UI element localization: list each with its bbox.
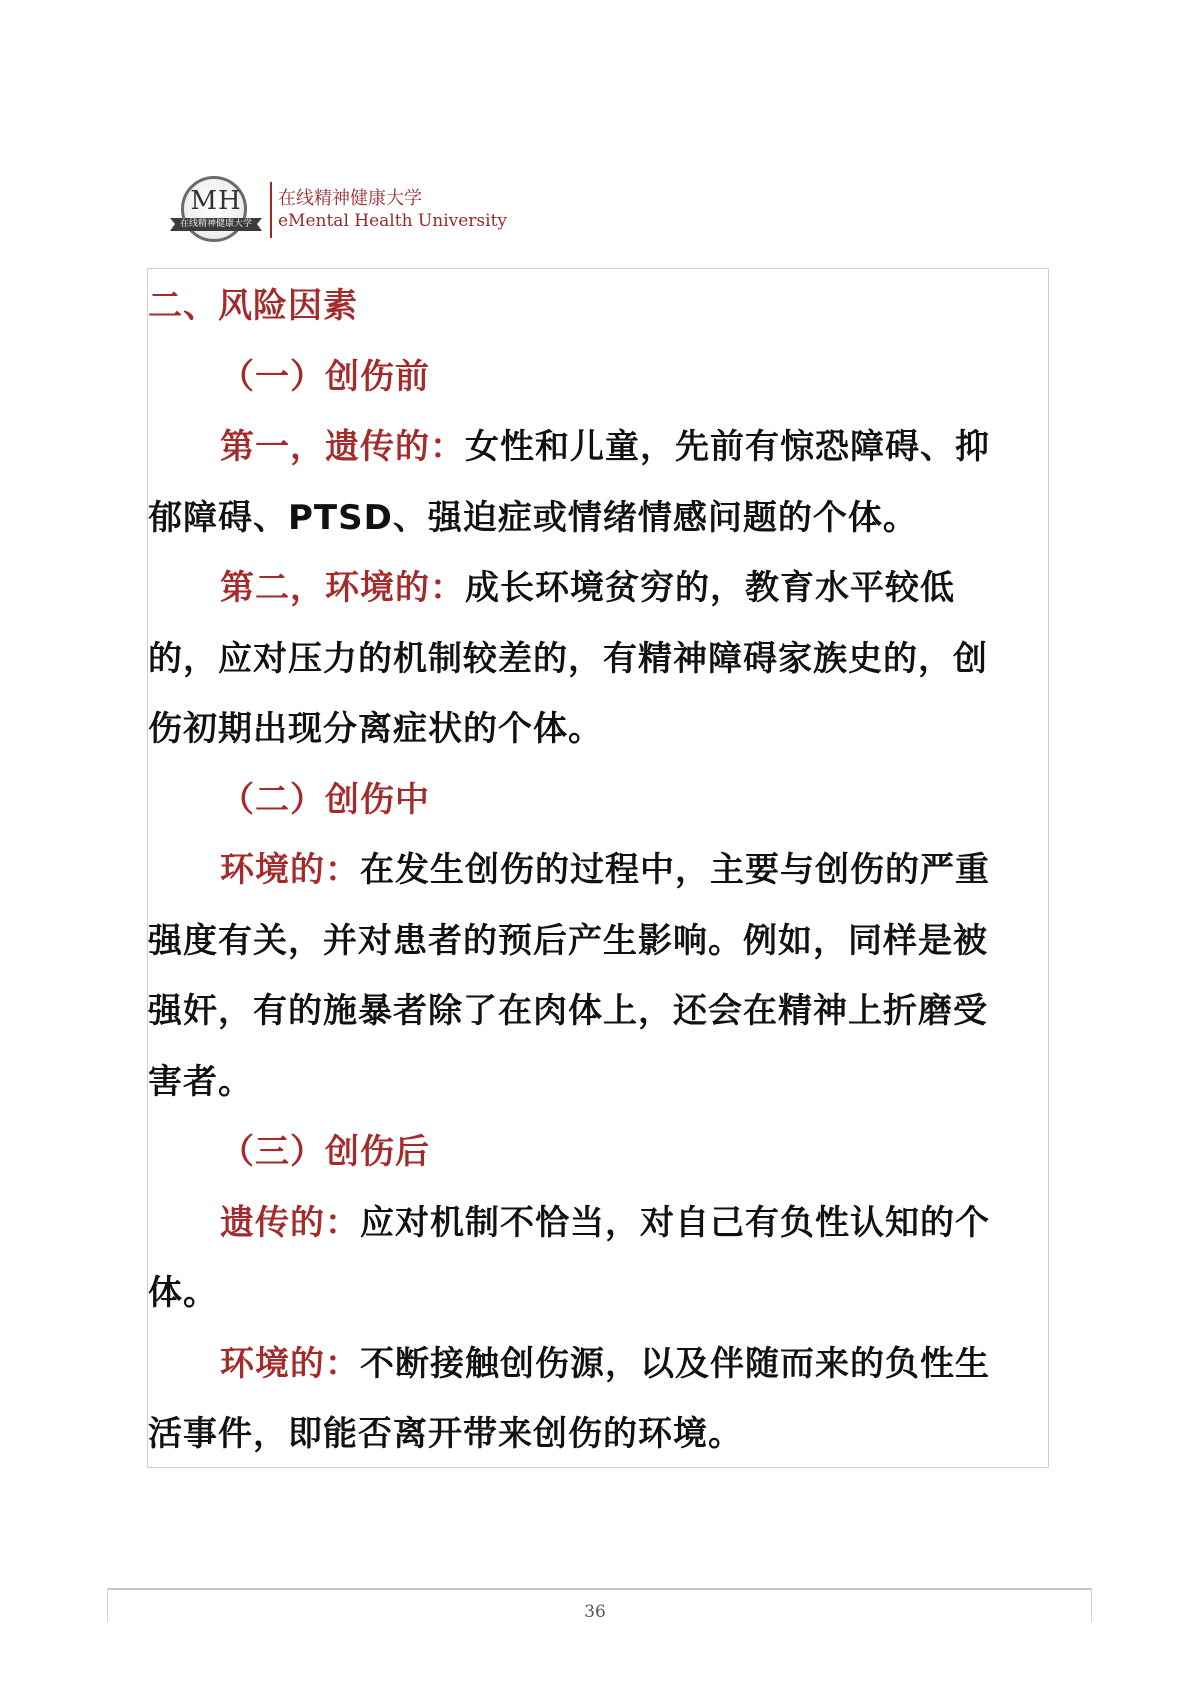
paragraph-text: 在发生创伤的过程中，主要与创伤的严重 bbox=[360, 850, 990, 890]
paragraph-line: 活事件，即能否离开带来创伤的环境。 bbox=[148, 1414, 743, 1454]
paragraph-label: 环境的： bbox=[220, 850, 360, 890]
subsection-title-post-trauma: （三）创伤后 bbox=[220, 1132, 430, 1172]
paragraph-line: 害者。 bbox=[148, 1061, 253, 1102]
paragraph-label: 环境的： bbox=[220, 1343, 360, 1384]
page-number: 36 bbox=[584, 1602, 606, 1622]
university-name-en: eMental Health University bbox=[278, 210, 508, 231]
subsection-title-pre-trauma: （一）创伤前 bbox=[220, 356, 430, 397]
paragraph-line bbox=[148, 835, 1020, 906]
paragraph-line bbox=[148, 553, 1020, 624]
university-name-cn: 在线精神健康大学 bbox=[278, 188, 422, 210]
logo-ribbon: 在线精神健康大学 bbox=[170, 218, 262, 231]
paragraph-line: 郁障碍、PTSD、强迫症或情绪情感问题的个体。 bbox=[148, 497, 918, 538]
paragraph-text: 不断接触创伤源，以及伴随而来的负性生 bbox=[360, 1343, 990, 1384]
header bbox=[170, 170, 507, 250]
paragraph-line bbox=[148, 1329, 1020, 1400]
paragraph-line: 体。 bbox=[148, 1273, 218, 1313]
paragraph-label: 第二，环境的： bbox=[220, 568, 465, 608]
paragraph-text: 成长环境贫穷的，教育水平较低 bbox=[465, 568, 955, 608]
paragraph-line: 强奸，有的施暴者除了在肉体上，还会在精神上折磨受 bbox=[148, 991, 988, 1031]
paragraph-line bbox=[148, 412, 1020, 483]
paragraph-line bbox=[148, 1188, 1020, 1259]
paragraph-line: 强度有关，并对患者的预后产生影响。例如，同样是被 bbox=[148, 920, 988, 961]
logo-divider bbox=[270, 182, 272, 238]
footer-rule bbox=[107, 1588, 1092, 1590]
paragraph-text: 女性和儿童，先前有惊恐障碍、抑 bbox=[465, 427, 990, 467]
paragraph-line: 的，应对压力的机制较差的，有精神障碍家族史的，创 bbox=[148, 638, 988, 679]
section-title: 二、风险因素 bbox=[148, 286, 358, 326]
content-box bbox=[147, 268, 1049, 1468]
subsection-title-during-trauma: （二）创伤中 bbox=[220, 779, 430, 820]
paragraph-text: 应对机制不恰当，对自己有负性认知的个 bbox=[360, 1202, 990, 1243]
paragraph-label: 第一，遗传的： bbox=[220, 427, 465, 467]
university-logo bbox=[170, 174, 262, 246]
logo-text bbox=[278, 188, 507, 232]
logo-mark: MH bbox=[190, 186, 242, 216]
paragraph-label: 遗传的： bbox=[220, 1202, 360, 1243]
paragraph-line: 伤初期出现分离症状的个体。 bbox=[148, 709, 603, 749]
